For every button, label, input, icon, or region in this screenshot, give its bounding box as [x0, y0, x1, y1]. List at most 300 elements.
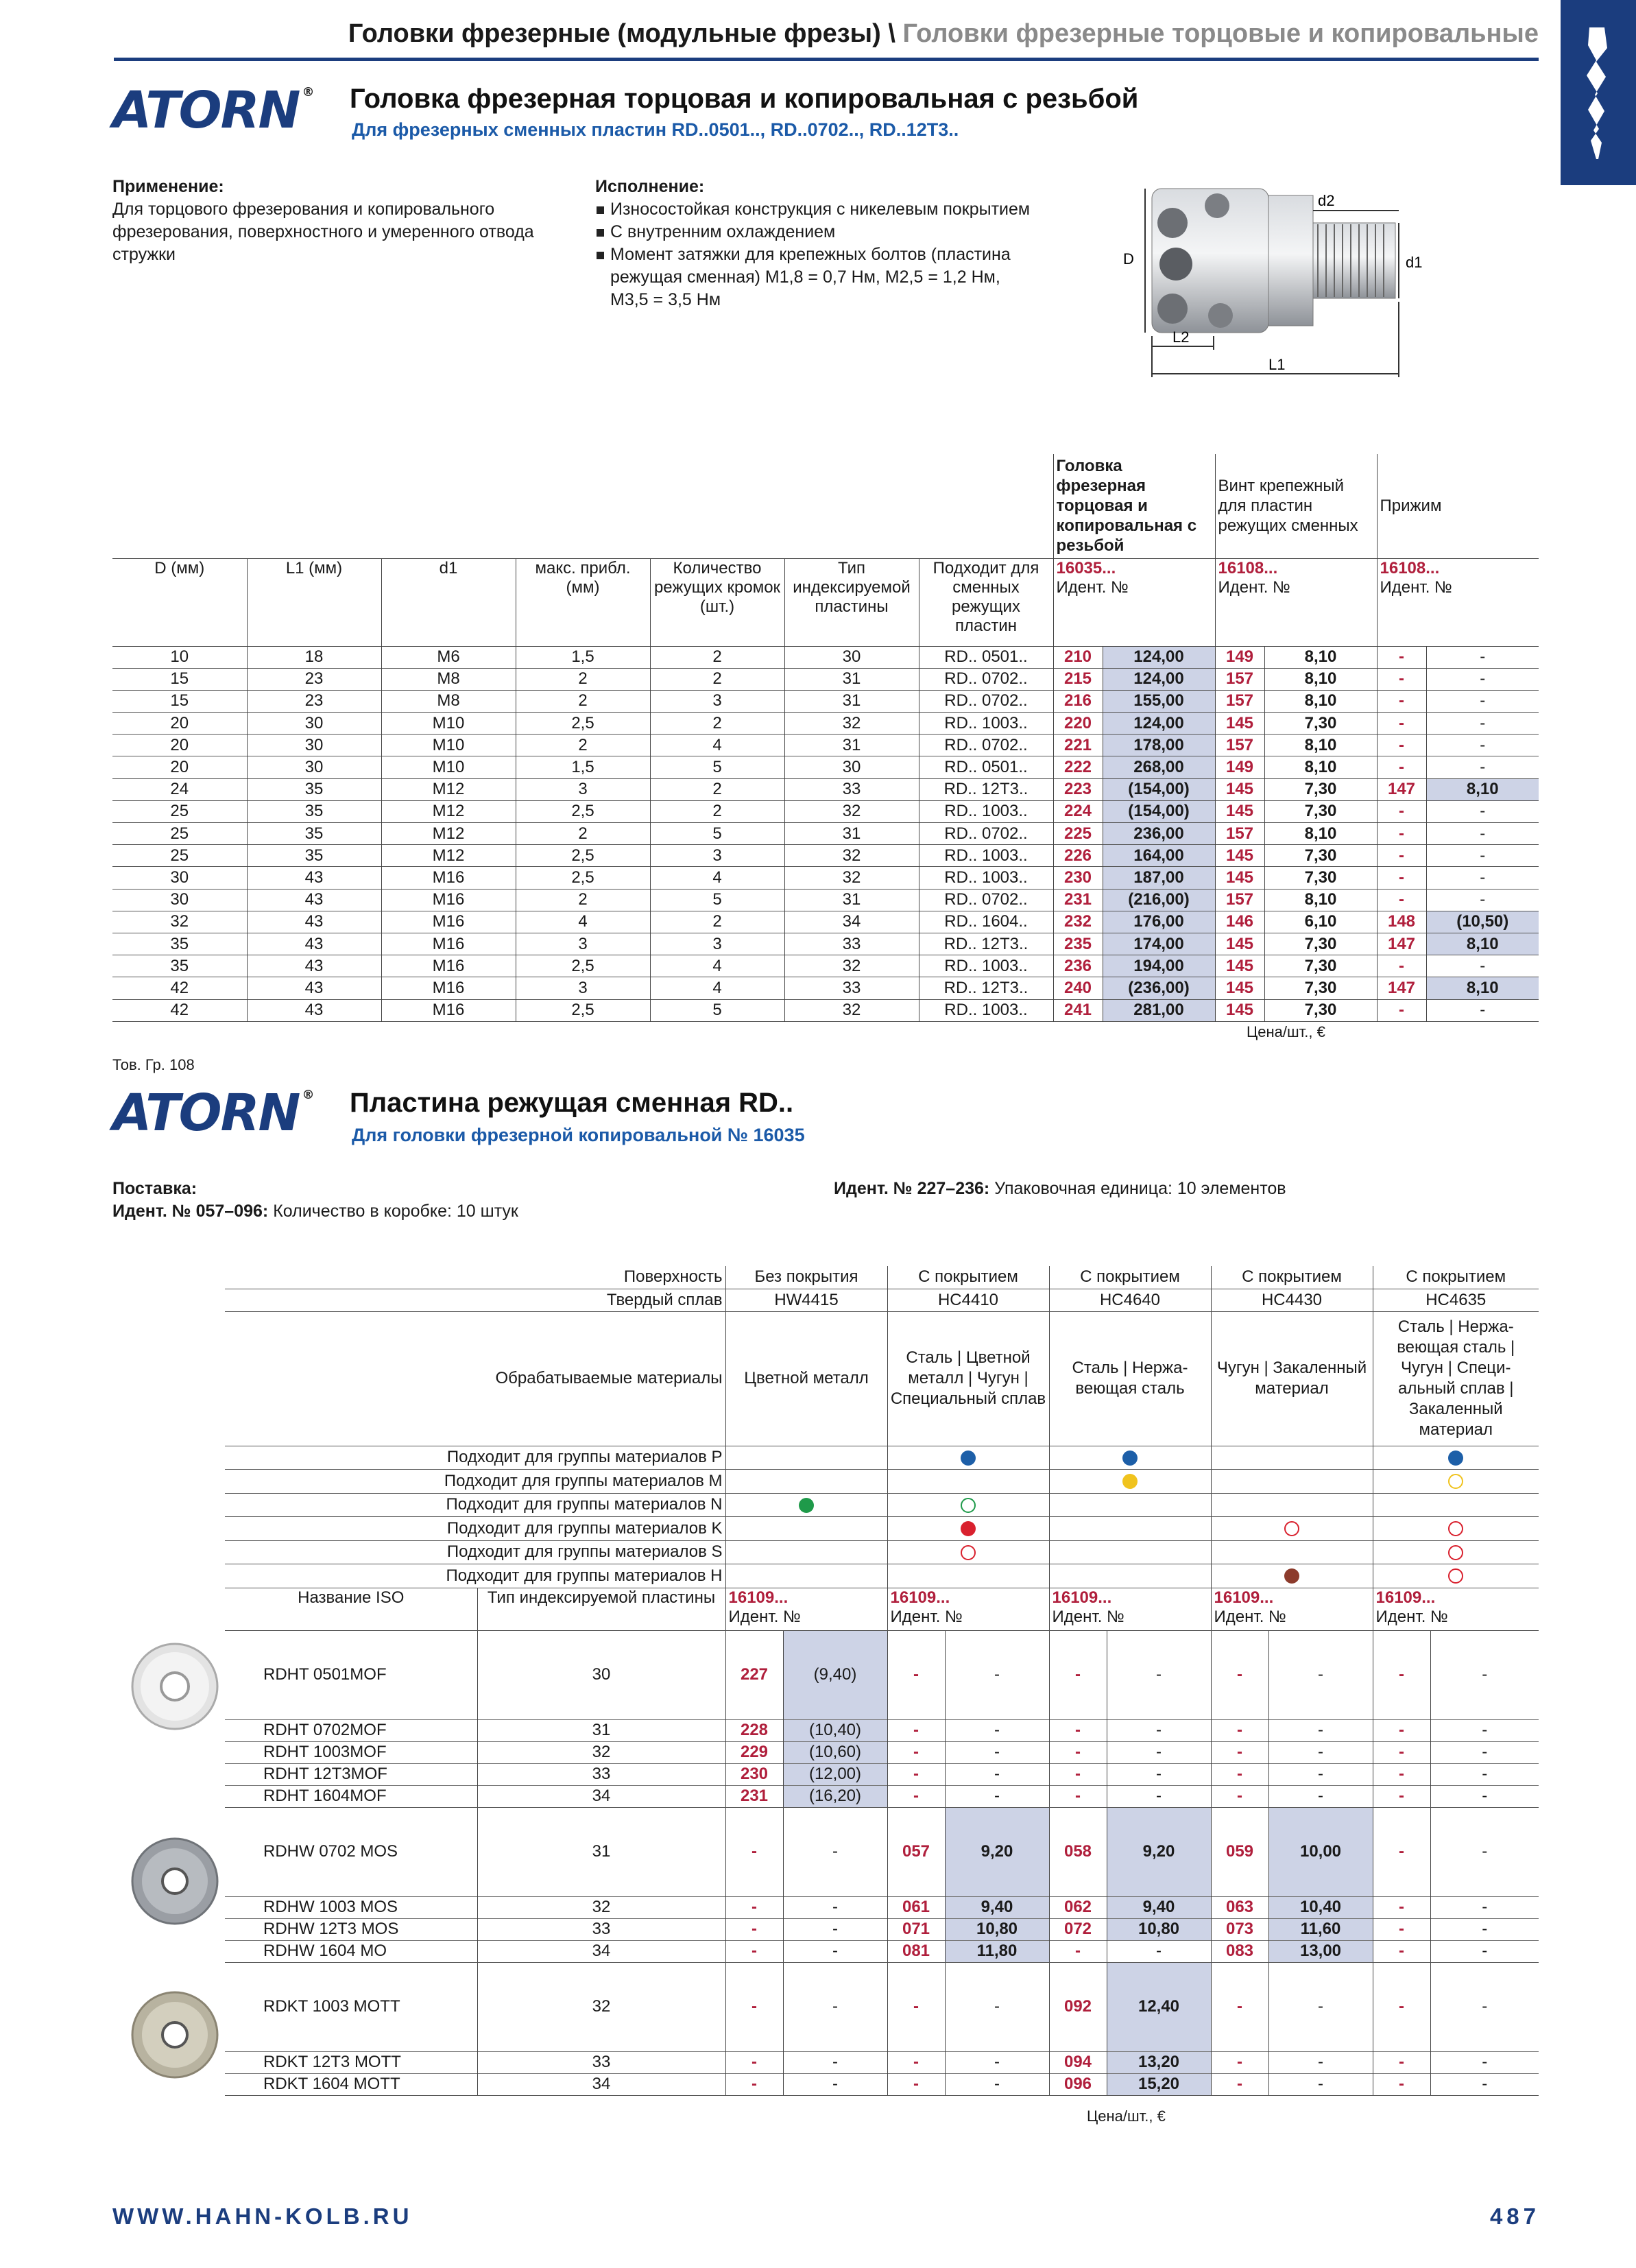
table-cell: 2,5	[516, 713, 650, 735]
code-clamp: 16108... Идент. №	[1377, 558, 1539, 646]
table-row	[112, 845, 1539, 867]
ident-code: -	[1049, 1785, 1107, 1807]
table-cell: 33	[784, 933, 919, 955]
price-cell: -	[783, 2073, 887, 2095]
price-cell: -	[783, 2051, 887, 2073]
material-fit-cell	[887, 1564, 1049, 1588]
price-cell: -	[945, 1741, 1049, 1763]
table-row	[112, 778, 1539, 800]
price-cell: -	[1430, 1940, 1539, 1962]
table-cell: 2	[516, 823, 650, 845]
ident-code: -	[725, 1940, 783, 1962]
ident-code: -	[725, 1918, 783, 1940]
table-cell: RD.. 0501..	[919, 756, 1053, 778]
insert-type: 33	[477, 1918, 725, 1940]
row-label-grade: Твердый сплав	[225, 1289, 725, 1311]
ident-code: -	[725, 1896, 783, 1918]
material-fit-ring-icon	[1448, 1568, 1463, 1584]
table-cell: 35	[170, 934, 189, 953]
surface-cell: С покрытием	[887, 1266, 1049, 1289]
price-cell: -	[1426, 668, 1539, 690]
ident-code: 149	[1215, 646, 1264, 668]
application-label: Применение:	[112, 177, 224, 196]
table-cell: 2	[516, 735, 650, 756]
table-cell: RD.. 0702..	[919, 823, 1053, 845]
table-cell: M12	[381, 800, 516, 822]
iso-name: RDHW 12T3 MOS	[263, 1920, 399, 1938]
material-fit-dot-icon	[1122, 1451, 1138, 1466]
ident-code: -	[1049, 1719, 1107, 1741]
price-cell: 9,20	[945, 1807, 1049, 1896]
price-cell: -	[1268, 1741, 1373, 1763]
insert-image-rdkt	[123, 1983, 226, 2086]
header-separator: \	[880, 19, 903, 48]
table-cell: 5	[650, 756, 784, 778]
application-text: Для торцового фрезерования и копировального фрезерования, поверхностного и умеренного отвода стружки	[112, 200, 534, 264]
table-row	[225, 1962, 1539, 2051]
header-title-main: Головки фрезерные (модульные фрезы)	[348, 19, 881, 48]
ident-code: -	[887, 1630, 945, 1719]
milling-head-table	[112, 454, 1539, 1022]
product2-title: Пластина режущая сменная RD..	[350, 1088, 794, 1118]
ident-code: 081	[887, 1940, 945, 1962]
price-cell: 8,10	[1264, 756, 1377, 778]
material-fit-cell	[1211, 1446, 1373, 1470]
material-fit-cell	[1373, 1446, 1539, 1470]
page-header	[0, 19, 1539, 49]
col-edges: Количество режущих кромок (шт.)	[650, 558, 784, 646]
price-cell: -	[1430, 2073, 1539, 2095]
ident-code: 224	[1053, 800, 1103, 822]
price-cell: -	[1268, 1763, 1373, 1785]
ident-code: -	[887, 1741, 945, 1763]
ident-code: 227	[725, 1630, 783, 1719]
ident-code: 157	[1215, 690, 1264, 712]
table-cell: 32	[784, 955, 919, 977]
table-cell: 4	[516, 911, 650, 933]
iso-name: RDHT 12T3MOF	[263, 1765, 387, 1783]
ident-code: 232	[1053, 911, 1103, 933]
table-cell: M16	[381, 977, 516, 999]
ident-code: -	[887, 1719, 945, 1741]
group-note: Тов. Гр. 108	[112, 1056, 195, 1073]
grade-cell: HC4635	[1373, 1289, 1539, 1311]
material-fit-cell	[1049, 1564, 1211, 1588]
table-cell: 4	[650, 867, 784, 889]
price-cell: 8,10	[1264, 889, 1377, 911]
dim-L2: L2	[1172, 329, 1190, 346]
materials-cell: Сталь | Цветной металл | Чугун | Специальный сплав	[887, 1311, 1049, 1446]
material-fit-cell	[725, 1470, 887, 1494]
header-rule	[114, 58, 1539, 61]
table-cell: 4	[650, 977, 784, 999]
ident-code: 145	[1215, 713, 1264, 735]
table-cell: 2,5	[516, 845, 650, 867]
table-cell: 10	[170, 647, 189, 667]
ident-code: 071	[887, 1918, 945, 1940]
price-cell: -	[1426, 713, 1539, 735]
ident-code: -	[1373, 2073, 1430, 2095]
materials-cell: Сталь | Нержа-веющая сталь | Чугун | Специ-альный сплав | Закаленный материал	[1373, 1311, 1539, 1446]
table-cell: 2	[650, 911, 784, 933]
iso-name: RDKT 1604 MOTT	[225, 2073, 477, 2095]
price-cell: 10,40	[1268, 1896, 1373, 1918]
price-cell: 8,10	[1264, 646, 1377, 668]
table-row	[112, 690, 1539, 712]
price-cell: 164,00	[1103, 845, 1215, 867]
price-note-2: Цена/шт., €	[1087, 2108, 1166, 2125]
price-cell: -	[783, 1918, 887, 1940]
ident-code: -	[1377, 735, 1426, 756]
grade-cell: HC4430	[1211, 1289, 1373, 1311]
price-cell: 15,20	[1107, 2073, 1211, 2095]
insert-type: 33	[477, 1763, 725, 1785]
ident-code: -	[1373, 1962, 1430, 2051]
table-cell: M16	[381, 867, 516, 889]
price-cell: 9,20	[1107, 1807, 1211, 1896]
insert-type: 30	[477, 1630, 725, 1719]
ident-code: 072	[1049, 1918, 1107, 1940]
price-cell: (16,20)	[783, 1785, 887, 1807]
ident-code: 145	[1215, 977, 1264, 999]
execution-item: Износостойкая конструкция с никелевым покрытием	[595, 198, 1034, 221]
ident-code: -	[1049, 1763, 1107, 1785]
ident-code: 220	[1053, 713, 1103, 735]
table-cell: 33	[784, 778, 919, 800]
ident-code: 147	[1377, 933, 1426, 955]
code-header: 16109... Идент. №	[725, 1588, 887, 1630]
ident-code: 157	[1215, 889, 1264, 911]
ident-code: 145	[1215, 933, 1264, 955]
table-cell: 35	[247, 778, 381, 800]
ident-code: 094	[1049, 2051, 1107, 2073]
ident-code: 235	[1053, 933, 1103, 955]
price-cell: (9,40)	[783, 1630, 887, 1719]
price-cell: 11,60	[1268, 1918, 1373, 1940]
material-fit-ring-icon	[1448, 1545, 1463, 1560]
material-fit-cell	[887, 1493, 1049, 1517]
table-cell: 20	[170, 735, 189, 754]
iso-name: RDHT 0501MOF	[263, 1665, 387, 1684]
table-cell: 2	[650, 778, 784, 800]
price-cell: 178,00	[1103, 735, 1215, 756]
ident-code: 096	[1049, 2073, 1107, 2095]
ident-code: -	[1377, 646, 1426, 668]
price-cell: -	[945, 1962, 1049, 2051]
price-cell: -	[1107, 1940, 1211, 1962]
table-cell: 42	[170, 978, 189, 997]
table-cell: 2	[650, 668, 784, 690]
price-cell: -	[1430, 1785, 1539, 1807]
col-insert-type: Тип индексируемой пластины	[477, 1588, 725, 1630]
ident-code: 058	[1049, 1807, 1107, 1896]
ident-code: 231	[725, 1785, 783, 1807]
table-cell: 2	[516, 889, 650, 911]
table-cell: 30	[247, 713, 381, 735]
atorn-logo: ATORN ®	[112, 1084, 315, 1143]
ident-code: 147	[1377, 778, 1426, 800]
ident-code: 216	[1053, 690, 1103, 712]
material-fit-cell	[1211, 1493, 1373, 1517]
price-cell: -	[1430, 1896, 1539, 1918]
ident-code: 241	[1053, 999, 1103, 1021]
material-fit-cell	[725, 1517, 887, 1541]
ident-code: -	[1373, 1807, 1430, 1896]
table-cell: 35	[247, 823, 381, 845]
ident-code: -	[1377, 889, 1426, 911]
ident-code: 221	[1053, 735, 1103, 756]
row-label-materials: Обрабатываемые материалы	[225, 1311, 725, 1446]
ident-code: -	[1373, 1630, 1430, 1719]
iso-name: RDHW 0702 MOS	[263, 1842, 398, 1861]
ident-code: 230	[725, 1763, 783, 1785]
table-row	[225, 1940, 1539, 1962]
table-cell: 3	[516, 933, 650, 955]
group-header-clamp: Прижим	[1377, 454, 1539, 558]
product2-subtitle: Для головки фрезерной копировальной № 16035	[352, 1125, 805, 1145]
price-cell: 13,00	[1268, 1940, 1373, 1962]
table-row	[112, 933, 1539, 955]
price-cell: -	[1268, 2051, 1373, 2073]
price-cell: -	[945, 2051, 1049, 2073]
price-cell: -	[1268, 2073, 1373, 2095]
price-cell: 7,30	[1264, 800, 1377, 822]
table-cell: 43	[247, 867, 381, 889]
price-cell: -	[783, 1940, 887, 1962]
code-screw: 16108... Идент. №	[1215, 558, 1377, 646]
price-cell: (12,00)	[783, 1763, 887, 1785]
table-cell: 32	[784, 800, 919, 822]
price-cell: -	[1430, 1807, 1539, 1896]
price-cell: 8,10	[1264, 668, 1377, 690]
price-cell: 7,30	[1264, 977, 1377, 999]
price-cell: -	[1426, 955, 1539, 977]
ident-code: -	[1373, 1940, 1430, 1962]
ident-code: 145	[1215, 778, 1264, 800]
table-cell: 2	[516, 690, 650, 712]
iso-name: RDHW 1003 MOS	[263, 1898, 398, 1916]
table-cell: 35	[247, 845, 381, 867]
table-cell: M16	[381, 933, 516, 955]
table-row	[225, 1896, 1539, 1918]
price-cell: 8,10	[1426, 977, 1539, 999]
table-cell: RD.. 12T3..	[919, 933, 1053, 955]
material-group-label: Подходит для группы материалов K	[225, 1517, 725, 1541]
price-cell: 7,30	[1264, 867, 1377, 889]
price-cell: -	[1107, 1630, 1211, 1719]
price-cell: 124,00	[1103, 713, 1215, 735]
ident-code: 149	[1215, 756, 1264, 778]
price-cell: (154,00)	[1103, 800, 1215, 822]
table-cell: M16	[381, 955, 516, 977]
price-cell: 10,80	[1107, 1918, 1211, 1940]
table-cell: 2	[650, 713, 784, 735]
insert-table	[225, 1266, 1539, 2096]
ident-code: -	[1211, 1785, 1268, 1807]
table-cell: M8	[381, 668, 516, 690]
execution-item: Момент затяжки для крепежных болтов (пластина режущая сменная) M1,8 = 0,7 Нм, M2,5 = 1,2 Нм, M3,5 = 3,5 Нм	[595, 243, 1034, 311]
price-cell: 13,20	[1107, 2051, 1211, 2073]
table-cell: 2,5	[516, 955, 650, 977]
material-fit-ring-icon	[1448, 1474, 1463, 1489]
ident-code: 061	[887, 1896, 945, 1918]
price-cell: -	[1430, 1741, 1539, 1763]
price-cell: -	[783, 1962, 887, 2051]
ident-code: -	[1211, 1630, 1268, 1719]
price-cell: -	[945, 1763, 1049, 1785]
dim-D: D	[1123, 250, 1134, 267]
page-number: 487	[1489, 2204, 1540, 2229]
ident-code: -	[1211, 1719, 1268, 1741]
material-fit-cell	[1211, 1540, 1373, 1564]
ident-code: 057	[887, 1807, 945, 1896]
ident-code: -	[725, 2073, 783, 2095]
table-row	[112, 735, 1539, 756]
table-row	[112, 756, 1539, 778]
material-fit-dot-icon	[1448, 1451, 1463, 1466]
ident-code: -	[1377, 756, 1426, 778]
ident-code: -	[1211, 1763, 1268, 1785]
price-cell: 7,30	[1264, 933, 1377, 955]
material-fit-cell	[1211, 1564, 1373, 1588]
table-cell: 4	[650, 955, 784, 977]
ident-code: -	[1211, 1962, 1268, 2051]
table-cell: 20	[170, 758, 189, 777]
iso-name: RDKT 12T3 MOTT	[263, 2053, 401, 2071]
price-cell: -	[1426, 823, 1539, 845]
price-cell: 10,00	[1268, 1807, 1373, 1896]
material-fit-cell	[887, 1470, 1049, 1494]
code-header: 16109... Идент. №	[1211, 1588, 1373, 1630]
ident-code: 236	[1053, 955, 1103, 977]
price-cell: 268,00	[1103, 756, 1215, 778]
table-row	[112, 823, 1539, 845]
ident-code: 225	[1053, 823, 1103, 845]
table-cell: 31	[784, 889, 919, 911]
table-cell: RD.. 12T3..	[919, 778, 1053, 800]
price-cell: -	[945, 1719, 1049, 1741]
table-cell: RD.. 1003..	[919, 800, 1053, 822]
ident-code: -	[1211, 1741, 1268, 1763]
material-fit-cell	[1049, 1493, 1211, 1517]
table-cell: 18	[247, 646, 381, 668]
ident-code: -	[1373, 2051, 1430, 2073]
section-tab	[1561, 0, 1636, 185]
ident-code: -	[1049, 1741, 1107, 1763]
iso-name: RDHT 1604MOF	[225, 1785, 477, 1807]
header-title-sub: Головки фрезерные торцовые и копировальные	[902, 19, 1539, 48]
price-note-1: Цена/шт., €	[1247, 1023, 1325, 1040]
ident-code: -	[1377, 999, 1426, 1021]
table-cell: 24	[170, 780, 189, 799]
ident-code: 240	[1053, 977, 1103, 999]
price-cell: 7,30	[1264, 713, 1377, 735]
execution-item: С внутренним охлаждением	[595, 221, 1034, 243]
price-cell: -	[1426, 867, 1539, 889]
table-row	[112, 977, 1539, 999]
table-cell: 25	[170, 846, 189, 865]
ident-code: -	[1377, 845, 1426, 867]
price-cell: -	[1268, 1785, 1373, 1807]
price-cell: 11,80	[945, 1940, 1049, 1962]
table-cell: RD.. 0702..	[919, 690, 1053, 712]
ident-code: 210	[1053, 646, 1103, 668]
price-cell: -	[1426, 735, 1539, 756]
price-cell: -	[1430, 1763, 1539, 1785]
table-cell: 25	[170, 824, 189, 843]
price-cell: 12,40	[1107, 1962, 1211, 2051]
price-cell: -	[1430, 2051, 1539, 2073]
ident-code: -	[887, 2073, 945, 2095]
ident-code: -	[1373, 1763, 1430, 1785]
material-fit-dot-icon	[1284, 1568, 1299, 1584]
table-cell: 3	[516, 778, 650, 800]
table-cell: RD.. 0702..	[919, 889, 1053, 911]
price-cell: -	[1430, 1719, 1539, 1741]
table-cell: M6	[381, 646, 516, 668]
table-cell: RD.. 0702..	[919, 668, 1053, 690]
table-cell: RD.. 0501..	[919, 646, 1053, 668]
table-cell: 23	[247, 690, 381, 712]
material-fit-cell	[725, 1446, 887, 1470]
table-cell: M12	[381, 823, 516, 845]
surface-cell: С покрытием	[1373, 1266, 1539, 1289]
dim-d1: d1	[1406, 254, 1423, 271]
table-cell: 2	[650, 800, 784, 822]
table-cell: 31	[784, 823, 919, 845]
material-group-label: Подходит для группы материалов S	[225, 1540, 725, 1564]
ident-code: -	[1377, 955, 1426, 977]
price-cell: -	[1107, 1741, 1211, 1763]
table-cell: M16	[381, 911, 516, 933]
grade-cell: HC4640	[1049, 1289, 1211, 1311]
price-cell: -	[1430, 1962, 1539, 2051]
table-cell: RD.. 1003..	[919, 845, 1053, 867]
table-cell: 2	[516, 668, 650, 690]
table-cell: 43	[247, 999, 381, 1021]
price-cell: -	[945, 1785, 1049, 1807]
ident-code: 226	[1053, 845, 1103, 867]
price-cell: 6,10	[1264, 911, 1377, 933]
table-cell: RD.. 1003..	[919, 999, 1053, 1021]
table-row	[112, 668, 1539, 690]
material-fit-cell	[887, 1517, 1049, 1541]
price-cell: -	[1426, 800, 1539, 822]
table-cell: 32	[784, 999, 919, 1021]
material-fit-cell	[1373, 1493, 1539, 1517]
ident-code: -	[725, 1962, 783, 2051]
table-row	[112, 999, 1539, 1021]
material-fit-cell	[1211, 1517, 1373, 1541]
application-block	[112, 176, 565, 266]
ident-code: 230	[1053, 867, 1103, 889]
table-cell: 43	[247, 977, 381, 999]
table-cell: 25	[170, 802, 189, 821]
price-cell: -	[1426, 999, 1539, 1021]
insert-type: 34	[477, 1940, 725, 1962]
grade-cell: HC4410	[887, 1289, 1049, 1311]
ident-code: -	[1377, 668, 1426, 690]
insert-type: 31	[477, 1719, 725, 1741]
code-head: 16035... Идент. №	[1053, 558, 1215, 646]
price-cell: 8,10	[1426, 778, 1539, 800]
table-row	[112, 713, 1539, 735]
material-fit-cell	[1373, 1517, 1539, 1541]
price-cell: 7,30	[1264, 955, 1377, 977]
footer-url[interactable]: WWW.HAHN-KOLB.RU	[112, 2204, 413, 2229]
material-fit-ring-icon	[1284, 1521, 1299, 1536]
material-fit-cell	[1049, 1540, 1211, 1564]
